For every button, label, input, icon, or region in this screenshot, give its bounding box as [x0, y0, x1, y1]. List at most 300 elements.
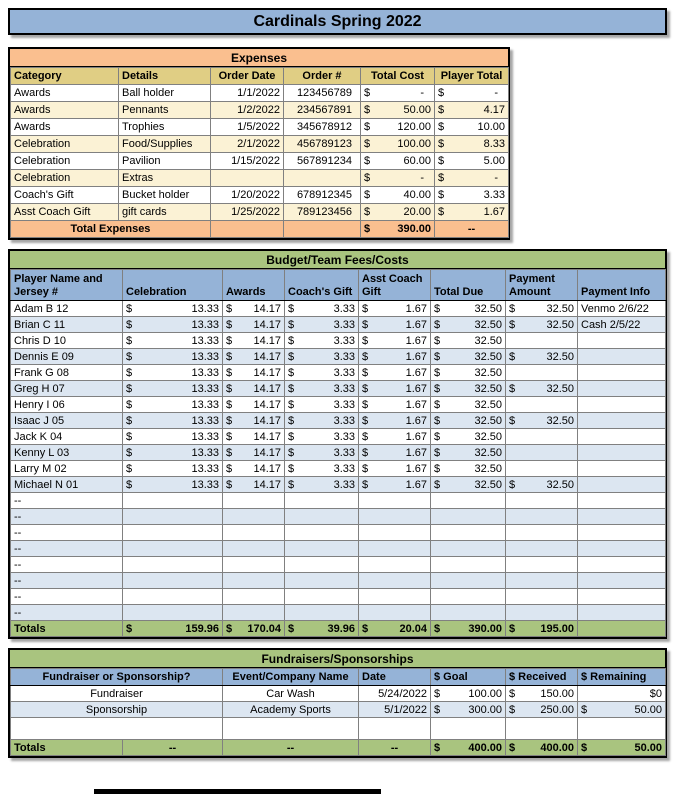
budget-total-due-cell[interactable]: [431, 317, 506, 333]
expenses-totals-cost-cell[interactable]: [361, 221, 435, 238]
empty-cell[interactable]: [506, 718, 578, 740]
empty-cell[interactable]: [578, 525, 666, 541]
expenses-player-total-cell[interactable]: [435, 85, 509, 102]
expenses-category-cell[interactable]: Awards: [11, 102, 119, 119]
budget-player-cell[interactable]: Greg H 07: [11, 381, 123, 397]
empty-cell[interactable]: [359, 525, 431, 541]
fundraiser-event-cell[interactable]: Car Wash: [223, 686, 359, 702]
budget-payment-info-cell[interactable]: [578, 413, 666, 429]
budget-payment-cell[interactable]: [506, 333, 578, 349]
empty-cell[interactable]: [123, 509, 223, 525]
budget-celebration-cell[interactable]: [123, 349, 223, 365]
budget-awards-cell[interactable]: [223, 477, 285, 493]
amount: 3.33: [333, 398, 355, 411]
expenses-details-cell[interactable]: Pavilion: [119, 153, 211, 170]
budget-totals-coachs-gift-cell[interactable]: [285, 621, 359, 637]
budget-player-cell[interactable]: Michael N 01: [11, 477, 123, 493]
empty-cell[interactable]: [285, 589, 359, 605]
empty-cell[interactable]: [578, 493, 666, 509]
empty-cell[interactable]: [123, 525, 223, 541]
currency-symbol: $: [362, 446, 369, 459]
budget-awards-cell[interactable]: [223, 349, 285, 365]
amount: 3.33: [483, 189, 505, 201]
empty-cell[interactable]: [223, 509, 285, 525]
budget-player-cell[interactable]: Henry I 06: [11, 397, 123, 413]
budget-header-coachs-gift[interactable]: Coach's Gift: [285, 270, 359, 301]
budget-awards-cell[interactable]: [223, 317, 285, 333]
expenses-category-cell[interactable]: Celebration: [11, 170, 119, 187]
currency-symbol: $: [226, 478, 233, 491]
page-title: Cardinals Spring 2022: [8, 8, 667, 35]
empty-cell[interactable]: [123, 589, 223, 605]
budget-payment-cell[interactable]: [506, 381, 578, 397]
budget-player-cell[interactable]: Larry M 02: [11, 461, 123, 477]
fundraisers-header-received[interactable]: $ Received: [506, 669, 578, 686]
budget-player-row: [11, 397, 666, 413]
budget-total-due-cell[interactable]: [431, 333, 506, 349]
budget-total-due-cell[interactable]: [431, 429, 506, 445]
empty-cell[interactable]: [123, 493, 223, 509]
empty-cell[interactable]: [284, 221, 361, 238]
expenses-player-total-cell[interactable]: [435, 187, 509, 204]
budget-payment-info-cell[interactable]: [578, 365, 666, 381]
fundraisers-header-remaining[interactable]: $ Remaining: [578, 669, 666, 686]
budget-celebration-cell[interactable]: [123, 381, 223, 397]
budget-empty-player-cell[interactable]: --: [11, 605, 123, 621]
budget-empty-row: [11, 541, 666, 557]
budget-payment-cell[interactable]: [506, 461, 578, 477]
fundraisers-totals-remaining-cell[interactable]: [578, 740, 666, 756]
budget-awards-cell[interactable]: [223, 333, 285, 349]
budget-total-due-cell[interactable]: [431, 413, 506, 429]
fundraiser-event-cell[interactable]: Academy Sports: [223, 702, 359, 718]
amount: 32.50: [474, 462, 502, 475]
expenses-player-total-cell[interactable]: [435, 170, 509, 187]
empty-cell[interactable]: [431, 718, 506, 740]
budget-payment-cell[interactable]: [506, 477, 578, 493]
budget-totals-total-due-cell[interactable]: [431, 621, 506, 637]
empty-cell[interactable]: [578, 573, 666, 589]
budget-total-due-cell[interactable]: [431, 301, 506, 317]
budget-payment-info-cell[interactable]: [578, 381, 666, 397]
expenses-order-number-cell[interactable]: 567891234: [284, 153, 361, 170]
budget-totals-label[interactable]: Totals: [11, 621, 123, 637]
empty-cell[interactable]: [359, 573, 431, 589]
expenses-order-date-cell[interactable]: 1/20/2022: [211, 187, 284, 204]
empty-cell[interactable]: [223, 718, 359, 740]
currency-symbol: $: [434, 382, 441, 395]
fundraisers-header-goal[interactable]: $ Goal: [431, 669, 506, 686]
budget-player-cell[interactable]: Jack K 04: [11, 429, 123, 445]
budget-coachs-gift-cell[interactable]: [285, 365, 359, 381]
empty-cell[interactable]: [431, 509, 506, 525]
budget-empty-player-cell[interactable]: --: [11, 493, 123, 509]
empty-cell[interactable]: [223, 605, 285, 621]
budget-asst-gift-cell[interactable]: [359, 365, 431, 381]
empty-cell[interactable]: [578, 621, 666, 637]
budget-empty-player-cell[interactable]: --: [11, 589, 123, 605]
expenses-order-date-cell[interactable]: 1/2/2022: [211, 102, 284, 119]
budget-player-cell[interactable]: Dennis E 09: [11, 349, 123, 365]
amount: 1.67: [405, 302, 427, 315]
budget-celebration-cell[interactable]: [123, 397, 223, 413]
empty-cell[interactable]: [431, 557, 506, 573]
empty-cell[interactable]: [578, 557, 666, 573]
expenses-category-cell[interactable]: Celebration: [11, 136, 119, 153]
fundraiser-type-cell[interactable]: Fundraiser: [11, 686, 223, 702]
empty-cell[interactable]: [359, 605, 431, 621]
empty-cell[interactable]: [506, 557, 578, 573]
expenses-totals-label[interactable]: Total Expenses: [11, 221, 211, 238]
budget-totals-asst-gift-cell[interactable]: [359, 621, 431, 637]
budget-header-total-due[interactable]: Total Due: [431, 270, 506, 301]
amount: 390.00: [468, 622, 502, 635]
expenses-header-order-date[interactable]: Order Date: [211, 68, 284, 85]
empty-cell[interactable]: [285, 493, 359, 509]
expenses-table: [10, 67, 509, 238]
budget-payment-info-cell[interactable]: Cash 2/5/22: [578, 317, 666, 333]
budget-asst-gift-cell[interactable]: [359, 349, 431, 365]
budget-asst-gift-cell[interactable]: [359, 317, 431, 333]
fundraiser-row: [11, 686, 666, 702]
expenses-header-details[interactable]: Details: [119, 68, 211, 85]
expenses-header-category[interactable]: Category: [11, 68, 119, 85]
budget-celebration-cell[interactable]: [123, 461, 223, 477]
budget-payment-info-cell[interactable]: [578, 461, 666, 477]
fundraiser-received-cell[interactable]: [506, 702, 578, 718]
budget-asst-gift-cell[interactable]: [359, 445, 431, 461]
expenses-category-cell[interactable]: Awards: [11, 85, 119, 102]
empty-cell[interactable]: [431, 541, 506, 557]
currency-symbol: $: [434, 414, 441, 427]
budget-total-due-cell[interactable]: [431, 349, 506, 365]
budget-total-due-cell[interactable]: [431, 397, 506, 413]
currency-symbol: $: [226, 430, 233, 443]
budget-payment-info-cell[interactable]: [578, 333, 666, 349]
empty-cell[interactable]: [285, 573, 359, 589]
fundraiser-remaining-cell[interactable]: $0: [578, 686, 666, 702]
expenses-order-date-cell[interactable]: 1/25/2022: [211, 204, 284, 221]
budget-header-asst-coach-gift[interactable]: Asst Coach Gift: [359, 270, 431, 301]
expenses-order-number-cell[interactable]: 234567891: [284, 102, 361, 119]
empty-cell[interactable]: [431, 573, 506, 589]
empty-cell[interactable]: [578, 509, 666, 525]
budget-payment-cell[interactable]: [506, 445, 578, 461]
amount: 100.00: [468, 687, 502, 700]
expenses-order-number-cell[interactable]: [284, 170, 361, 187]
budget-awards-cell[interactable]: [223, 301, 285, 317]
expenses-totals-player-cell[interactable]: --: [435, 221, 509, 238]
amount: 32.50: [474, 382, 502, 395]
expenses-category-cell[interactable]: Asst Coach Gift: [11, 204, 119, 221]
amount: 3.33: [333, 414, 355, 427]
expenses-total-cost-cell[interactable]: [361, 187, 435, 204]
expenses-header-player-total[interactable]: Player Total: [435, 68, 509, 85]
budget-payment-info-cell[interactable]: Venmo 2/6/22: [578, 301, 666, 317]
budget-player-cell[interactable]: Kenny L 03: [11, 445, 123, 461]
budget-coachs-gift-cell[interactable]: [285, 349, 359, 365]
budget-header-awards[interactable]: Awards: [223, 270, 285, 301]
amount: 14.17: [253, 366, 281, 379]
budget-empty-player-cell[interactable]: --: [11, 525, 123, 541]
empty-cell[interactable]: [359, 509, 431, 525]
expenses-total-cost-cell[interactable]: [361, 170, 435, 187]
budget-awards-cell[interactable]: [223, 413, 285, 429]
expenses-order-date-cell[interactable]: 1/5/2022: [211, 119, 284, 136]
budget-asst-gift-cell[interactable]: [359, 397, 431, 413]
budget-coachs-gift-cell[interactable]: [285, 429, 359, 445]
budget-payment-cell[interactable]: [506, 429, 578, 445]
expenses-player-total-cell[interactable]: [435, 204, 509, 221]
empty-cell[interactable]: [123, 541, 223, 557]
budget-payment-cell[interactable]: [506, 317, 578, 333]
empty-cell[interactable]: [211, 221, 284, 238]
amount: 50.00: [634, 703, 662, 716]
budget-celebration-cell[interactable]: [123, 445, 223, 461]
empty-cell[interactable]: [359, 718, 431, 740]
budget-awards-cell[interactable]: [223, 397, 285, 413]
expenses-order-date-cell[interactable]: 1/1/2022: [211, 85, 284, 102]
budget-coachs-gift-cell[interactable]: [285, 381, 359, 397]
fundraiser-date-cell[interactable]: 5/1/2022: [359, 702, 431, 718]
expenses-header-row: [11, 68, 509, 85]
budget-payment-info-cell[interactable]: [578, 477, 666, 493]
empty-cell[interactable]: [359, 557, 431, 573]
expenses-order-number-cell[interactable]: 345678912: [284, 119, 361, 136]
empty-cell[interactable]: [223, 525, 285, 541]
budget-asst-gift-cell[interactable]: [359, 413, 431, 429]
budget-awards-cell[interactable]: [223, 429, 285, 445]
expenses-details-cell[interactable]: Trophies: [119, 119, 211, 136]
empty-cell[interactable]: [359, 589, 431, 605]
expenses-category-cell[interactable]: Celebration: [11, 153, 119, 170]
budget-awards-cell[interactable]: [223, 381, 285, 397]
budget-total-due-cell[interactable]: [431, 365, 506, 381]
empty-cell[interactable]: [578, 718, 666, 740]
empty-cell[interactable]: [285, 557, 359, 573]
budget-coachs-gift-cell[interactable]: [285, 461, 359, 477]
budget-total-due-cell[interactable]: [431, 477, 506, 493]
budget-totals-celebration-cell[interactable]: [123, 621, 223, 637]
empty-cell[interactable]: [11, 718, 223, 740]
empty-cell[interactable]: [223, 541, 285, 557]
empty-cell[interactable]: [223, 573, 285, 589]
budget-player-cell[interactable]: Chris D 10: [11, 333, 123, 349]
budget-total-due-cell[interactable]: [431, 381, 506, 397]
budget-celebration-cell[interactable]: [123, 429, 223, 445]
empty-cell[interactable]: [223, 493, 285, 509]
expenses-header-total-cost[interactable]: Total Cost: [361, 68, 435, 85]
expenses-total-cost-cell[interactable]: [361, 136, 435, 153]
budget-asst-gift-cell[interactable]: [359, 333, 431, 349]
expenses-details-cell[interactable]: Bucket holder: [119, 187, 211, 204]
empty-cell[interactable]: [223, 589, 285, 605]
expenses-details-cell[interactable]: gift cards: [119, 204, 211, 221]
budget-empty-player-cell[interactable]: --: [11, 557, 123, 573]
fundraisers-totals-dash[interactable]: --: [359, 740, 431, 756]
expenses-total-cost-cell[interactable]: [361, 204, 435, 221]
fundraisers-totals-goal-cell[interactable]: [431, 740, 506, 756]
budget-total-due-cell[interactable]: [431, 461, 506, 477]
amount: 32.50: [546, 318, 574, 331]
budget-awards-cell[interactable]: [223, 461, 285, 477]
budget-header-payment-amount[interactable]: Payment Amount: [506, 270, 578, 301]
budget-empty-player-cell[interactable]: --: [11, 541, 123, 557]
budget-asst-gift-cell[interactable]: [359, 381, 431, 397]
currency-symbol: $: [288, 398, 295, 411]
empty-cell[interactable]: [506, 573, 578, 589]
amount: 14.17: [253, 382, 281, 395]
budget-empty-player-cell[interactable]: --: [11, 509, 123, 525]
fundraisers-totals-dash[interactable]: --: [123, 740, 223, 756]
expenses-order-number-cell[interactable]: 123456789: [284, 85, 361, 102]
expenses-player-total-cell[interactable]: [435, 136, 509, 153]
budget-coachs-gift-cell[interactable]: [285, 317, 359, 333]
budget-coachs-gift-cell[interactable]: [285, 397, 359, 413]
fundraiser-goal-cell[interactable]: [431, 686, 506, 702]
empty-cell[interactable]: [578, 541, 666, 557]
budget-payment-cell[interactable]: [506, 397, 578, 413]
budget-payment-info-cell[interactable]: [578, 397, 666, 413]
currency-symbol: $: [226, 398, 233, 411]
fundraisers-totals-dash[interactable]: --: [223, 740, 359, 756]
budget-player-cell[interactable]: Adam B 12: [11, 301, 123, 317]
expenses-order-number-cell[interactable]: 789123456: [284, 204, 361, 221]
empty-cell[interactable]: [506, 509, 578, 525]
budget-celebration-cell[interactable]: [123, 477, 223, 493]
empty-cell[interactable]: [123, 605, 223, 621]
budget-awards-cell[interactable]: [223, 445, 285, 461]
expenses-order-number-cell[interactable]: 456789123: [284, 136, 361, 153]
budget-asst-gift-cell[interactable]: [359, 461, 431, 477]
empty-cell[interactable]: [578, 589, 666, 605]
fundraisers-header-type[interactable]: Fundraiser or Sponsorship?: [11, 669, 223, 686]
budget-celebration-cell[interactable]: [123, 301, 223, 317]
empty-cell[interactable]: [285, 525, 359, 541]
budget-coachs-gift-cell[interactable]: [285, 413, 359, 429]
budget-celebration-cell[interactable]: [123, 413, 223, 429]
budget-total-due-cell[interactable]: [431, 445, 506, 461]
expenses-player-total-cell[interactable]: [435, 119, 509, 136]
budget-celebration-cell[interactable]: [123, 317, 223, 333]
budget-header-player[interactable]: Player Name and Jersey #: [11, 270, 123, 301]
budget-awards-cell[interactable]: [223, 365, 285, 381]
budget-payment-cell[interactable]: [506, 301, 578, 317]
expenses-order-date-cell[interactable]: [211, 170, 284, 187]
fundraiser-goal-cell[interactable]: [431, 702, 506, 718]
currency-symbol: $: [126, 334, 133, 347]
empty-cell[interactable]: [506, 605, 578, 621]
empty-cell[interactable]: [506, 589, 578, 605]
empty-cell[interactable]: [123, 557, 223, 573]
amount: 14.17: [253, 398, 281, 411]
expenses-player-total-cell[interactable]: [435, 102, 509, 119]
fundraisers-header-date[interactable]: Date: [359, 669, 431, 686]
currency-symbol: $: [362, 414, 369, 427]
empty-cell[interactable]: [431, 493, 506, 509]
budget-asst-gift-cell[interactable]: [359, 477, 431, 493]
expenses-player-total-cell[interactable]: [435, 153, 509, 170]
amount: 195.00: [540, 622, 574, 635]
budget-coachs-gift-cell[interactable]: [285, 445, 359, 461]
budget-totals-awards-cell[interactable]: [223, 621, 285, 637]
empty-cell[interactable]: [431, 525, 506, 541]
empty-cell[interactable]: [578, 605, 666, 621]
budget-celebration-cell[interactable]: [123, 365, 223, 381]
expenses-details-cell[interactable]: Pennants: [119, 102, 211, 119]
budget-player-cell[interactable]: Brian C 11: [11, 317, 123, 333]
expenses-total-cost-cell[interactable]: [361, 153, 435, 170]
empty-cell[interactable]: [359, 541, 431, 557]
fundraiser-remaining-cell[interactable]: [578, 702, 666, 718]
currency-symbol: $: [126, 414, 133, 427]
expenses-details-cell[interactable]: Ball holder: [119, 85, 211, 102]
expenses-details-cell[interactable]: Extras: [119, 170, 211, 187]
empty-cell[interactable]: [123, 573, 223, 589]
budget-header-payment-info[interactable]: Payment Info: [578, 270, 666, 301]
fundraiser-date-cell[interactable]: 5/24/2022: [359, 686, 431, 702]
expenses-order-date-cell[interactable]: 1/15/2022: [211, 153, 284, 170]
empty-cell[interactable]: [285, 605, 359, 621]
empty-cell[interactable]: [223, 557, 285, 573]
expenses-order-date-cell[interactable]: 2/1/2022: [211, 136, 284, 153]
empty-cell[interactable]: [285, 541, 359, 557]
budget-coachs-gift-cell[interactable]: [285, 301, 359, 317]
budget-payment-cell[interactable]: [506, 413, 578, 429]
budget-payment-info-cell[interactable]: [578, 445, 666, 461]
fundraisers-header-event[interactable]: Event/Company Name: [223, 669, 359, 686]
expenses-category-cell[interactable]: Coach's Gift: [11, 187, 119, 204]
budget-payment-info-cell[interactable]: [578, 349, 666, 365]
empty-cell[interactable]: [506, 541, 578, 557]
budget-asst-gift-cell[interactable]: [359, 301, 431, 317]
expenses-order-number-cell[interactable]: 678912345: [284, 187, 361, 204]
fundraiser-received-cell[interactable]: [506, 686, 578, 702]
empty-cell[interactable]: [506, 525, 578, 541]
budget-totals-payment-cell[interactable]: [506, 621, 578, 637]
fundraisers-totals-received-cell[interactable]: [506, 740, 578, 756]
currency-symbol: $: [434, 462, 441, 475]
expenses-total-cost-cell[interactable]: [361, 119, 435, 136]
budget-coachs-gift-cell[interactable]: [285, 333, 359, 349]
budget-celebration-cell[interactable]: [123, 333, 223, 349]
budget-payment-cell[interactable]: [506, 349, 578, 365]
empty-cell[interactable]: [431, 589, 506, 605]
expenses-row: [11, 119, 509, 136]
expenses-total-cost-cell[interactable]: [361, 85, 435, 102]
empty-cell[interactable]: [506, 493, 578, 509]
empty-cell[interactable]: [431, 605, 506, 621]
amount: 3.33: [333, 318, 355, 331]
empty-cell[interactable]: [285, 509, 359, 525]
empty-cell[interactable]: [359, 493, 431, 509]
budget-player-cell[interactable]: Isaac J 05: [11, 413, 123, 429]
budget-asst-gift-cell[interactable]: [359, 429, 431, 445]
budget-header-celebration[interactable]: Celebration: [123, 270, 223, 301]
fundraiser-type-cell[interactable]: Sponsorship: [11, 702, 223, 718]
budget-coachs-gift-cell[interactable]: [285, 477, 359, 493]
expenses-header-order-number[interactable]: Order #: [284, 68, 361, 85]
expenses-details-cell[interactable]: Food/Supplies: [119, 136, 211, 153]
fundraisers-totals-label[interactable]: Totals: [11, 740, 123, 756]
currency-symbol: $: [434, 687, 441, 700]
expenses-category-cell[interactable]: Awards: [11, 119, 119, 136]
budget-player-cell[interactable]: Frank G 08: [11, 365, 123, 381]
expenses-total-cost-cell[interactable]: [361, 102, 435, 119]
budget-payment-info-cell[interactable]: [578, 429, 666, 445]
budget-payment-cell[interactable]: [506, 365, 578, 381]
budget-empty-player-cell[interactable]: --: [11, 573, 123, 589]
